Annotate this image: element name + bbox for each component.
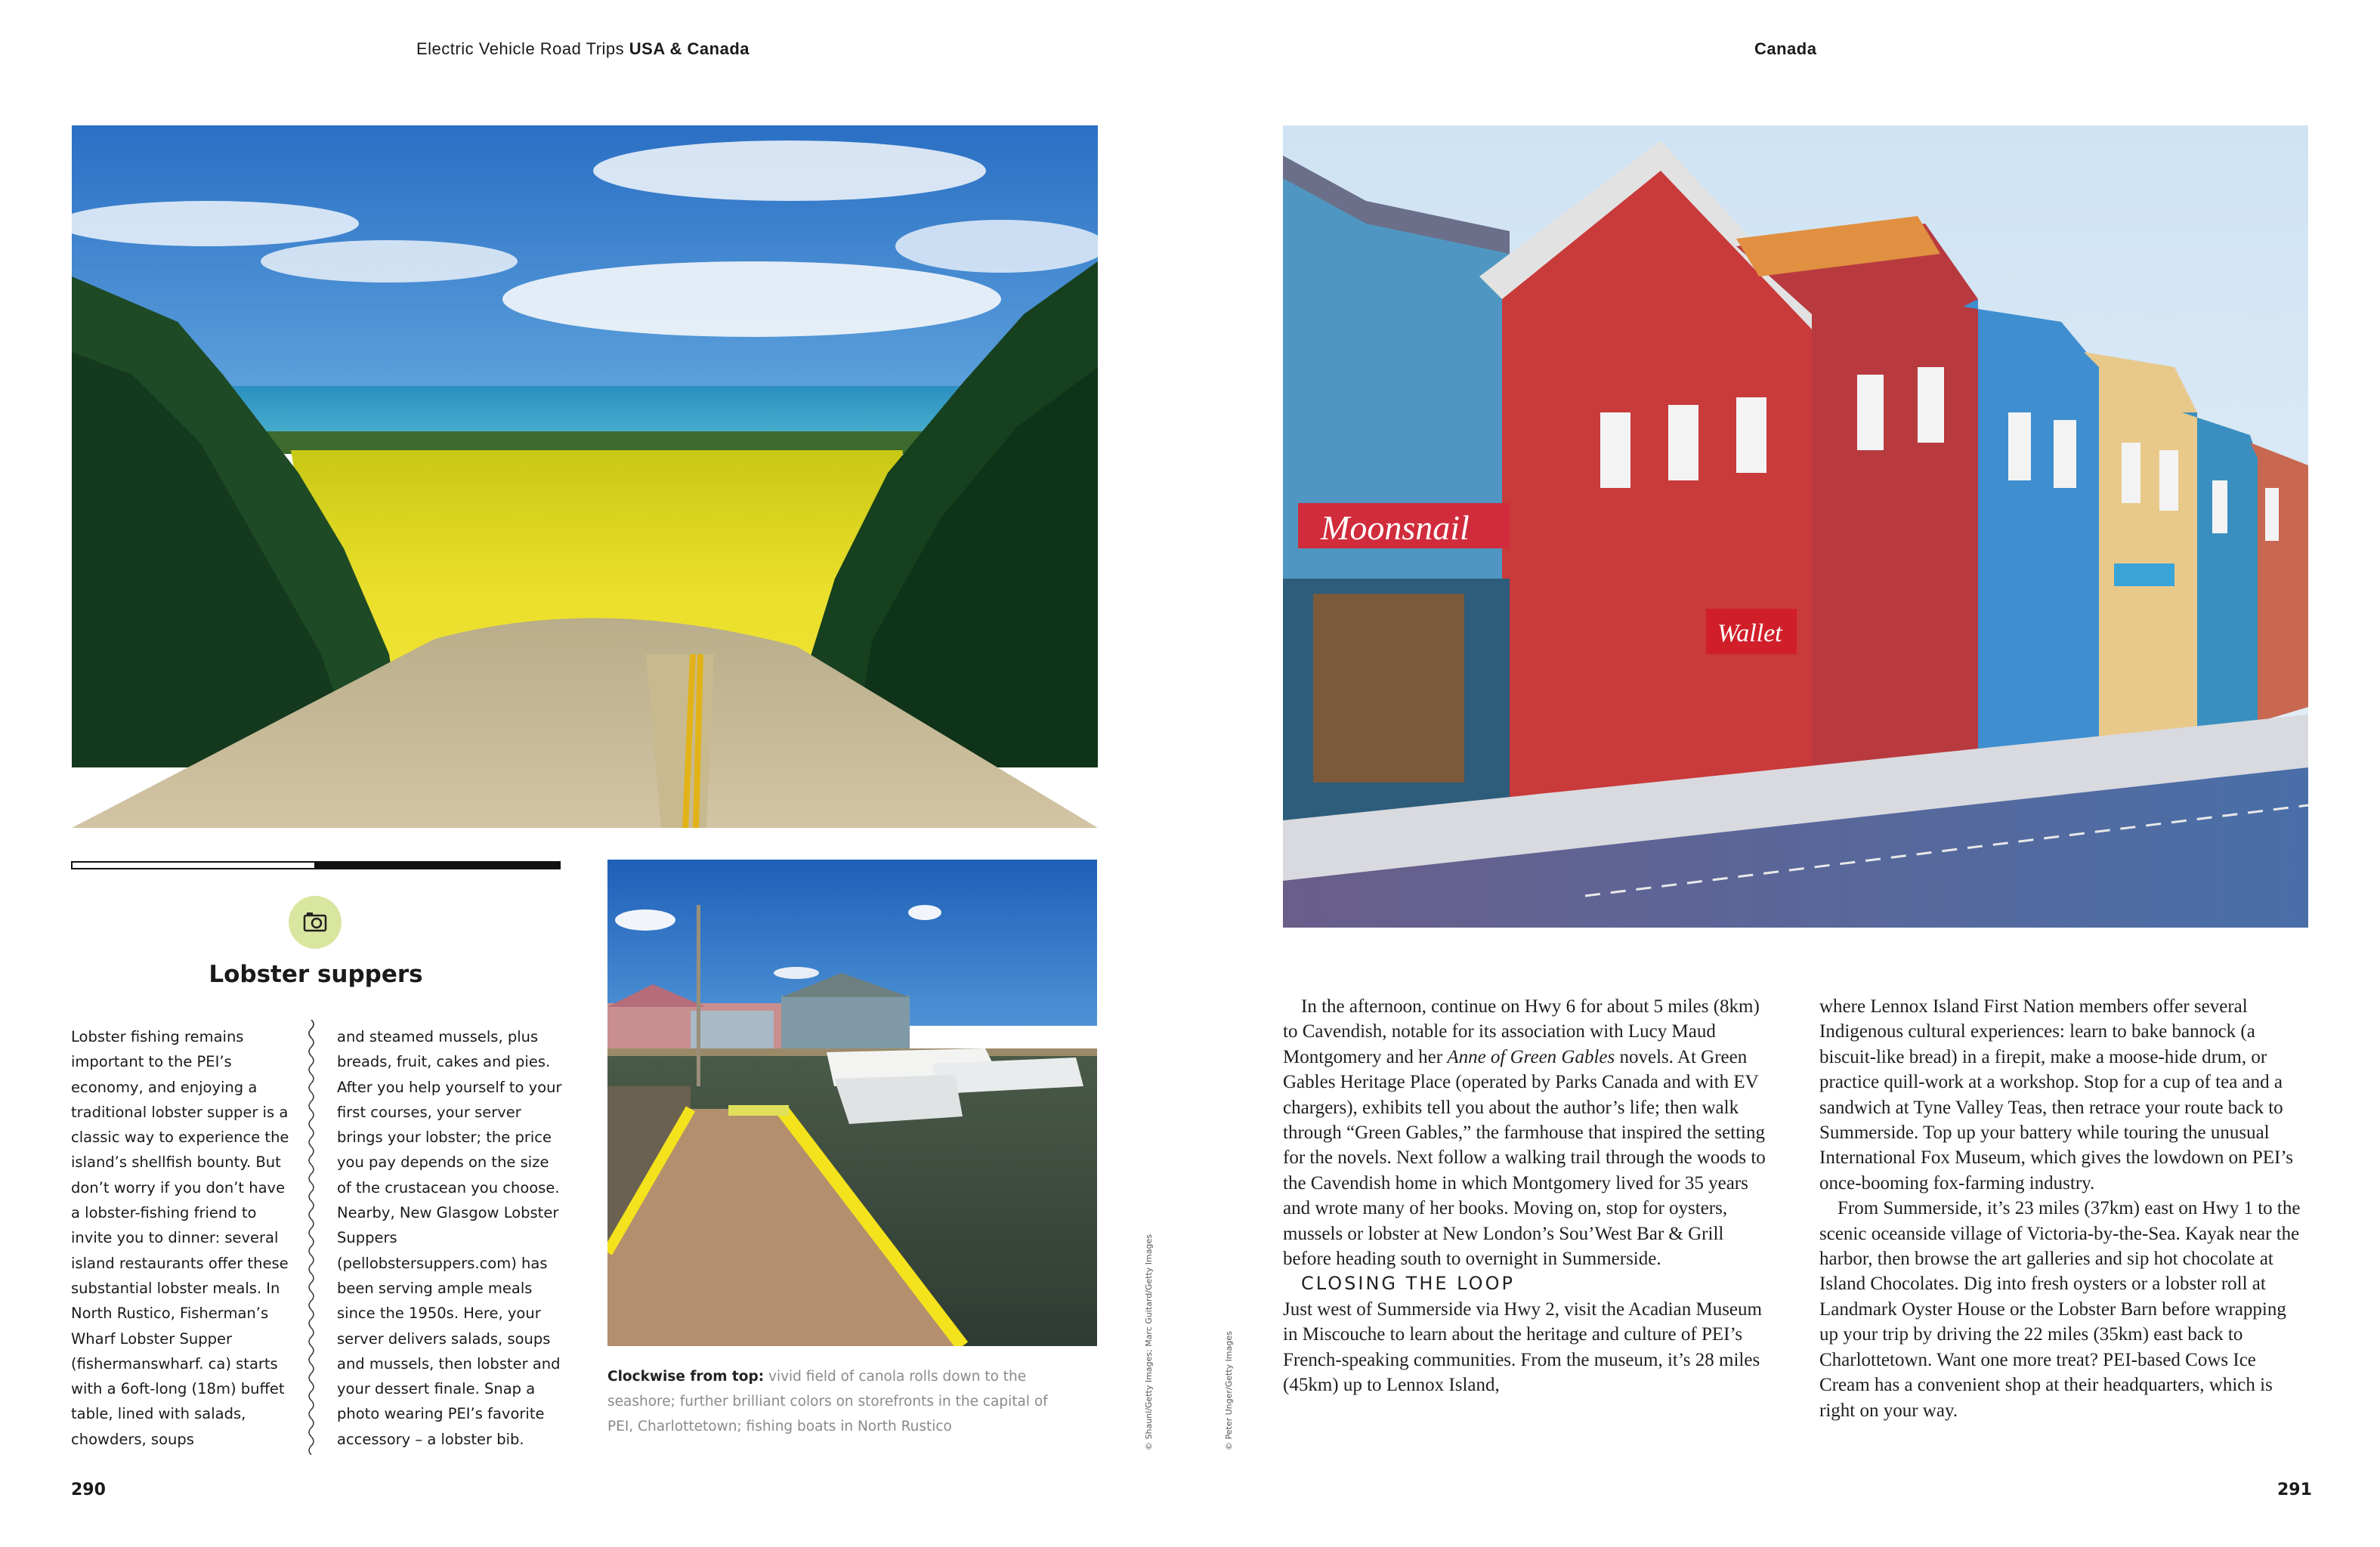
camera-icon — [289, 896, 342, 949]
article-paragraph-1: In the afternoon, continue on Hwy 6 for about 5 miles (8km) to Cavendish, notable for its association with Lucy Maud Montgomery and her Anne of Green Gables novels. At Green Gables Heritage Place (operated by Parks Canada and with EV chargers), exhibits tell you about the author’s life; then walk through “Green Gables,” the farmhouse that inspired the setting for the novels. Next follow a walking trail through the woods to the Cavendish home in which Montgomery lived for 35 years and wrote many of her books. Moving on, stop for oysters, mussels or lobster at New London’s Sou’West Bar & Grill before heading south to overnight in Summerside. — [1283, 996, 1766, 1270]
sidebar-title: Lobster suppers — [209, 961, 423, 988]
sidebar-column-1: Lobster fishing remains important to the PEI’s economy, and enjoying a traditional lobster supper is a classic way to experience the island’s shellfish bounty. But don’t worry if you don’t have a lobster-fishing friend to invite you to dinner: several island restaurants offer these substantial lobster meals. In North Rustico, Fisherman’s Wharf Lobster Supper (fishermanswharf. ca) starts with a 6oft-long (18m) buffet table, lined with salads, chowders, soups — [71, 1028, 289, 1448]
article-column-1 — [1283, 994, 1766, 1398]
wallet-sign: Wallet — [1717, 619, 1782, 647]
fishing-boats-photo — [607, 860, 1097, 1346]
article-paragraph-4: From Summerside, it’s 23 miles (37km) east on Hwy 1 to the scenic oceanside village of Victoria-by-the-Sea. Kayak near the harbor, then browse the art galleries and sip hot chocolate at Island Chocolates. Dig into fresh oysters or a lobster roll at Landmark Oyster House or the Lobster Barn before wrapping up your trip by driving the 22 miles (35km) east back to Charlottetown. Want one more treat? PEI-based Cows Ice Cream has a convenient shop at their headquarters, which is right on your way. — [1819, 1198, 2301, 1421]
storefronts-photo — [1283, 125, 2308, 928]
moonsnail-sign: Moonsnail — [1321, 508, 1470, 547]
page-number-left: 290 — [71, 1481, 106, 1499]
rule-bar-solid — [314, 861, 561, 869]
photo-credit-left: © Shaunl/Getty Images; Marc Guitard/Getty Images — [1144, 1234, 1154, 1450]
page-number-right: 291 — [2277, 1481, 2312, 1499]
article-paragraph-2: Just west of Summerside via Hwy 2, visit the Acadian Museum in Miscouche to learn about the heritage and culture of PEI’s French-speaking communities. From the museum, it’s 28 miles (45km) up to Lennox Island, — [1283, 1298, 1762, 1396]
article-paragraph-3: where Lennox Island First Nation members offer several Indigenous cultural experiences: learn to bake bannock (a biscuit-like bread) in a firepit, make a moose-hide drum, or practice quill-work at a workshop. Stop for a cup of tea and a sandwich at Tyne Valley Teas, then retrace your route back to Summerside. Top up your battery while touring the unusual International Fox Museum, which gives the lowdown on PEI’s once-booming fox-farming industry. — [1819, 996, 2294, 1193]
running-head-right: Canada — [1754, 39, 1817, 58]
running-head-left: Electric Vehicle Road Trips USA & Canada — [416, 39, 750, 58]
photo-credit-right: © Peter Unger/Getty Images — [1224, 1331, 1234, 1450]
sidebar-column-2: and steamed mussels, plus breads, fruit, cakes and pies. After you help yourself to your first courses, your server brings your lobster; the price you pay depends on the size of the crustacean you choose. Nearby, New Glasgow Lobster Suppers (pellobstersuppers.com) has been serving ample meals since the 1950s. Here, your server delivers salads, soups and mussels, then lobster and your dessert finale. Snap a photo wearing PEI’s favorite accessory – a lobster bib. — [337, 1028, 562, 1448]
article-column-2 — [1819, 994, 2303, 1423]
rule-bar-outline — [71, 861, 314, 869]
wavy-divider — [305, 1020, 317, 1455]
canola-field-photo — [72, 125, 1098, 828]
photo-caption: Clockwise from top: vivid field of canola rolls down to the seashore; further brilliant colors on storefronts in the capital of PEI, Charlottetown; fishing boats in North Rustico — [607, 1369, 1048, 1434]
article-subhead: CLOSING THE LOOP — [1301, 1273, 1515, 1295]
